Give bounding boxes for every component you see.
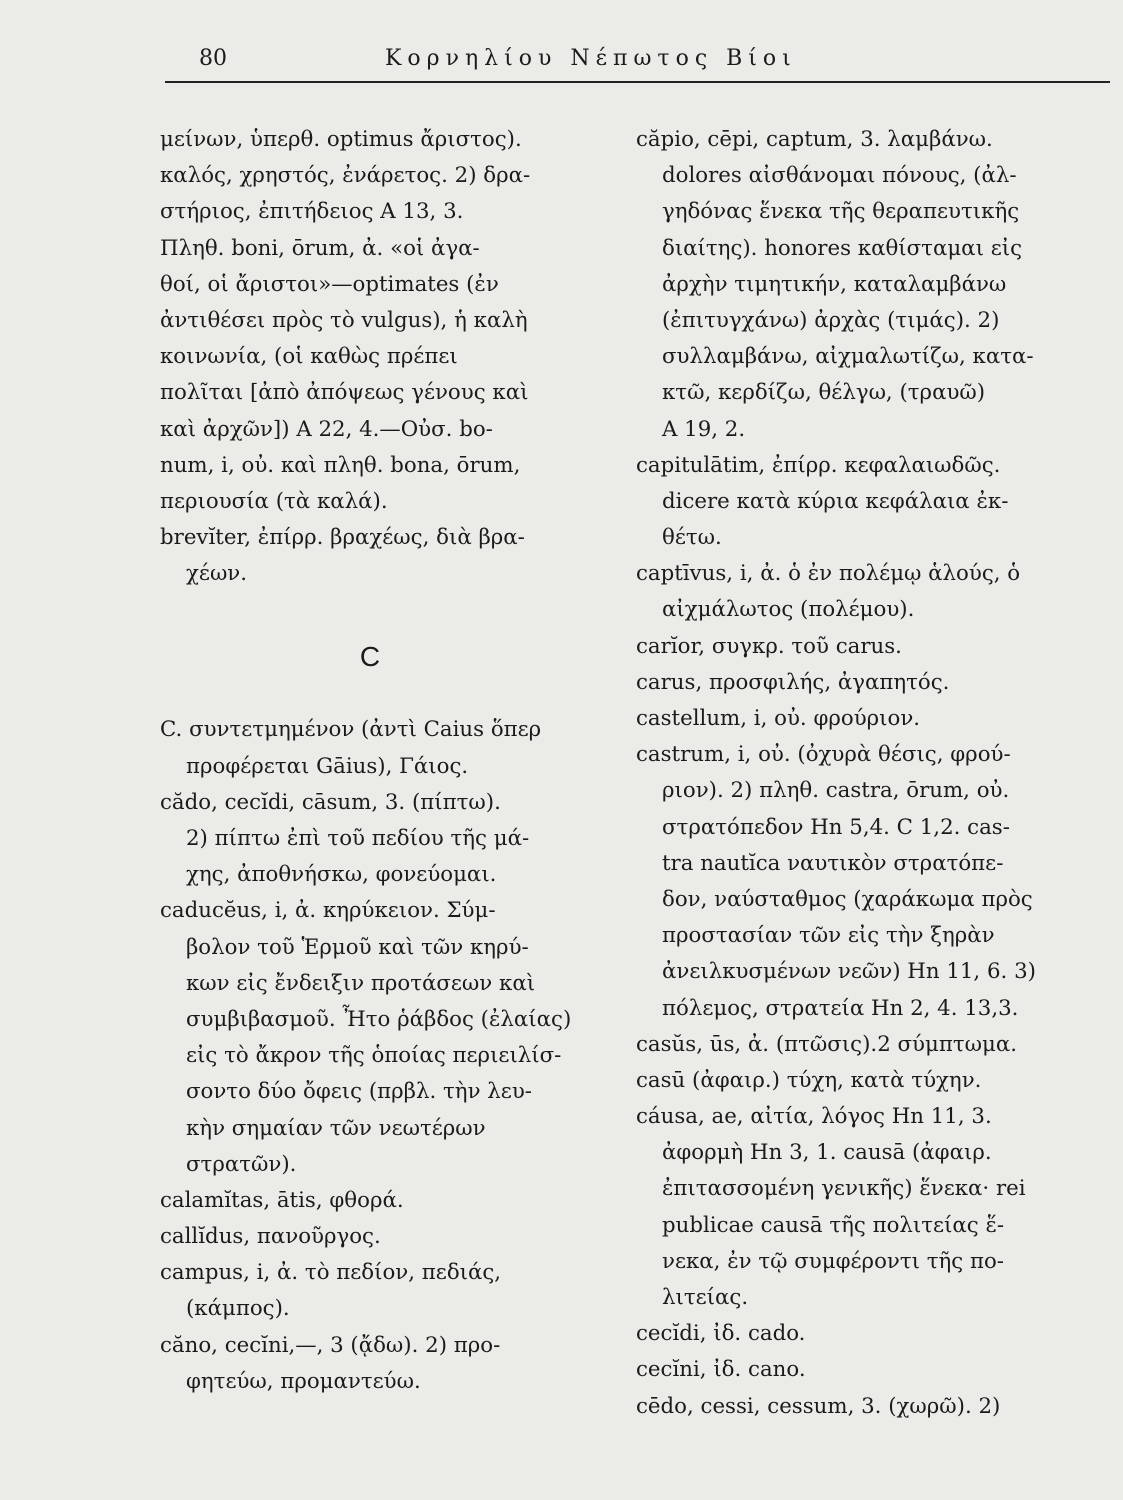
entry-line: κτῶ, κερδίζω, θέλγω, (τραυῶ) xyxy=(662,380,986,406)
entry-line: cecĭni, ἰδ. cano. xyxy=(636,1357,806,1383)
entry-line: (κάμπος). xyxy=(186,1296,290,1322)
entry-line: κων εἰς ἔνδειξιν προτάσεων καὶ xyxy=(186,970,536,996)
entry-line: γηδόνας ἕνεκα τῆς θεραπευτικῆς xyxy=(662,199,1020,225)
entry-line: προφέρεται Gāius), Γάιος. xyxy=(186,753,469,779)
entry-line: cēdo, cessi, cessum, 3. (χωρῶ). 2) xyxy=(636,1393,1001,1419)
entry-line: μείνων, ὑπερθ. optimus ἄριστος). xyxy=(160,127,522,152)
entry-line: ἐπιτασσομένη γενικῆς) ἕνεκα· rei xyxy=(662,1176,1026,1202)
entry-line: θέτω. xyxy=(662,525,722,551)
page-number: 80 xyxy=(199,46,227,71)
entry-line: căno, cecĭni,—, 3 (ᾄδω). 2) προ- xyxy=(160,1332,501,1358)
entry-line: num, i, οὐ. καὶ πληθ. bona, ōrum, xyxy=(160,452,521,478)
entry-line: Α 19, 2. xyxy=(662,416,746,442)
entry-line: casū (ἀφαιρ.) τύχη, κατὰ τύχην. xyxy=(636,1067,982,1093)
entry-line: στρατόπεδον Ηn 5,4. C 1,2. cas- xyxy=(662,814,1010,840)
entry-line: θοί, οἱ ἄριστοι»—optimates (ἐν xyxy=(160,271,499,297)
entry-line: publicae causā τῆς πολιτείας ἕ- xyxy=(662,1212,1005,1238)
entry-line: capitulātim, ἐπίρρ. κεφαλαιωδῶς. xyxy=(636,452,1001,478)
entry-line: dolores αἰσθάνομαι πόνους, (ἀλ- xyxy=(662,163,1017,189)
entry-line: καλός, χρηστός, ἐνάρετος. 2) δρα- xyxy=(160,163,531,189)
entry-line: συμβιβασμοῦ. Ἦτο ῥάβδος (ἐλαίας) xyxy=(186,1006,572,1032)
entry-line: ἀρχὴν τιμητικήν, καταλαμβάνω xyxy=(662,271,1007,297)
entry-line: cecĭdi, ἰδ. cado. xyxy=(636,1321,806,1347)
entry-line: ἀφορμὴ Ηn 3, 1. causā (ἀφαιρ. xyxy=(662,1140,992,1166)
entry-line: carĭor, συγκρ. τοῦ carus. xyxy=(636,633,902,659)
entry-line: căpio, cēpi, captum, 3. λαμβάνω. xyxy=(636,127,993,152)
entry-line: κοινωνία, (οἱ καθὼς πρέπει xyxy=(160,344,458,370)
entry-line: castrum, i, οὐ. (ὀχυρὰ θέσις, φρού- xyxy=(636,742,1011,768)
entry-line: 2) πίπτω ἐπὶ τοῦ πεδίου τῆς μά- xyxy=(186,826,530,851)
entry-line: cădo, cecĭdi, cāsum, 3. (πίπτω). xyxy=(160,789,501,815)
running-title: Κορνηλίου Νέπωτος Βίοι xyxy=(385,46,797,71)
entry-line: καὶ ἀρχῶν]) Α 22, 4.—Οὐσ. bo- xyxy=(160,416,493,442)
entry-line: cáusa, ae, αἰτία, λόγος Ηn 11, 3. xyxy=(636,1104,992,1130)
entry-line: εἰς τὸ ἄκρον τῆς ὁποίας περιειλίσ- xyxy=(186,1043,562,1069)
entry-line: συλλαμβάνω, αἰχμαλωτίζω, κατα- xyxy=(662,344,1034,370)
section-letter: C xyxy=(359,641,381,673)
entry-line: captīvus, i, ἀ. ὁ ἐν πολέμῳ ἁλούς, ὁ xyxy=(636,561,1021,587)
entry-line: caducĕus, i, ἀ. κηρύκειον. Σύμ- xyxy=(160,898,496,924)
header-rule xyxy=(165,81,1110,83)
entry-line: πολῖται [ἀπὸ ἀπόψεως γένους καὶ xyxy=(160,380,529,406)
entry-line: προστασίαν τῶν εἰς τὴν ξηρὰν xyxy=(662,923,995,949)
entry-line: campus, i, ἀ. τὸ πεδίον, πεδιάς, xyxy=(160,1260,502,1286)
entry-line: διαίτης). honores καθίσταμαι εἰς xyxy=(662,235,1022,261)
entry-line: dicere κατὰ κύρια κεφάλαια ἐκ- xyxy=(662,488,1009,514)
entry-line: tra nautĭca ναυτικὸν στρατόπε- xyxy=(662,850,1004,876)
left-column xyxy=(160,122,610,1400)
entry-line: ἀντιθέσει πρὸς τὸ vulgus), ἡ καλὴ xyxy=(160,307,528,333)
entry-line: δον, ναύσταθμος (χαράκωμα πρὸς xyxy=(662,886,1033,912)
right-column xyxy=(636,122,1110,1425)
entry-line: ἀνειλκυσμένων νεῶν) Ηn 11, 6. 3) xyxy=(662,959,1036,985)
entry-line: κὴν σημαίαν τῶν νεωτέρων xyxy=(186,1115,486,1141)
entry-line: (ἐπιτυγχάνω) ἀρχὰς (τιμάς). 2) xyxy=(662,307,1000,333)
entry-line: βολον τοῦ Ἑρμοῦ καὶ τῶν κηρύ- xyxy=(186,934,529,960)
entry-line: στρατῶν). xyxy=(186,1151,297,1177)
entry-line: χέων. xyxy=(186,561,248,587)
entry-line: carus, προσφιλής, ἀγαπητός. xyxy=(636,669,950,695)
entry-line: Πληθ. boni, ōrum, ἀ. «οἱ ἀγα- xyxy=(160,235,480,261)
entry-line: λιτείας. xyxy=(662,1285,749,1310)
entry-line: πόλεμος, στρατεία Ηn 2, 4. 13,3. xyxy=(662,995,1019,1021)
entry-line: νεκα, ἐν τῷ συμφέροντι τῆς πο- xyxy=(662,1248,1004,1274)
entry-line: χης, ἀποθνήσκω, φονεύομαι. xyxy=(186,862,497,888)
entry-line: φητεύω, προμαντεύω. xyxy=(186,1368,421,1394)
entry-line: στήριος, ἐπιτήδειος Α 13, 3. xyxy=(160,199,464,225)
entry-line: brevĭter, ἐπίρρ. βραχέως, διὰ βρα- xyxy=(160,525,525,551)
entry-line: casŭs, ūs, ἀ. (πτῶσις).2 σύμπτωμα. xyxy=(636,1031,1017,1057)
entry-line: περιουσία (τὰ καλά). xyxy=(160,488,388,514)
entry-line: calamĭtas, ātis, φθορά. xyxy=(160,1187,404,1213)
entry-line: ριον). 2) πληθ. castra, ōrum, οὐ. xyxy=(662,778,1010,804)
entry-line: σοντο δύο ὄφεις (πρβλ. τὴν λευ- xyxy=(186,1079,532,1105)
entry-line: castellum, i, οὐ. φρούριον. xyxy=(636,706,921,731)
entry-line: callĭdus, πανοῦργος. xyxy=(160,1224,381,1250)
entry-line: αἰχμάλωτος (πολέμου). xyxy=(662,597,915,623)
entry-line: C. συντετμημένον (ἀντὶ Caius ὅπερ xyxy=(160,717,542,743)
page-header xyxy=(165,38,1110,84)
